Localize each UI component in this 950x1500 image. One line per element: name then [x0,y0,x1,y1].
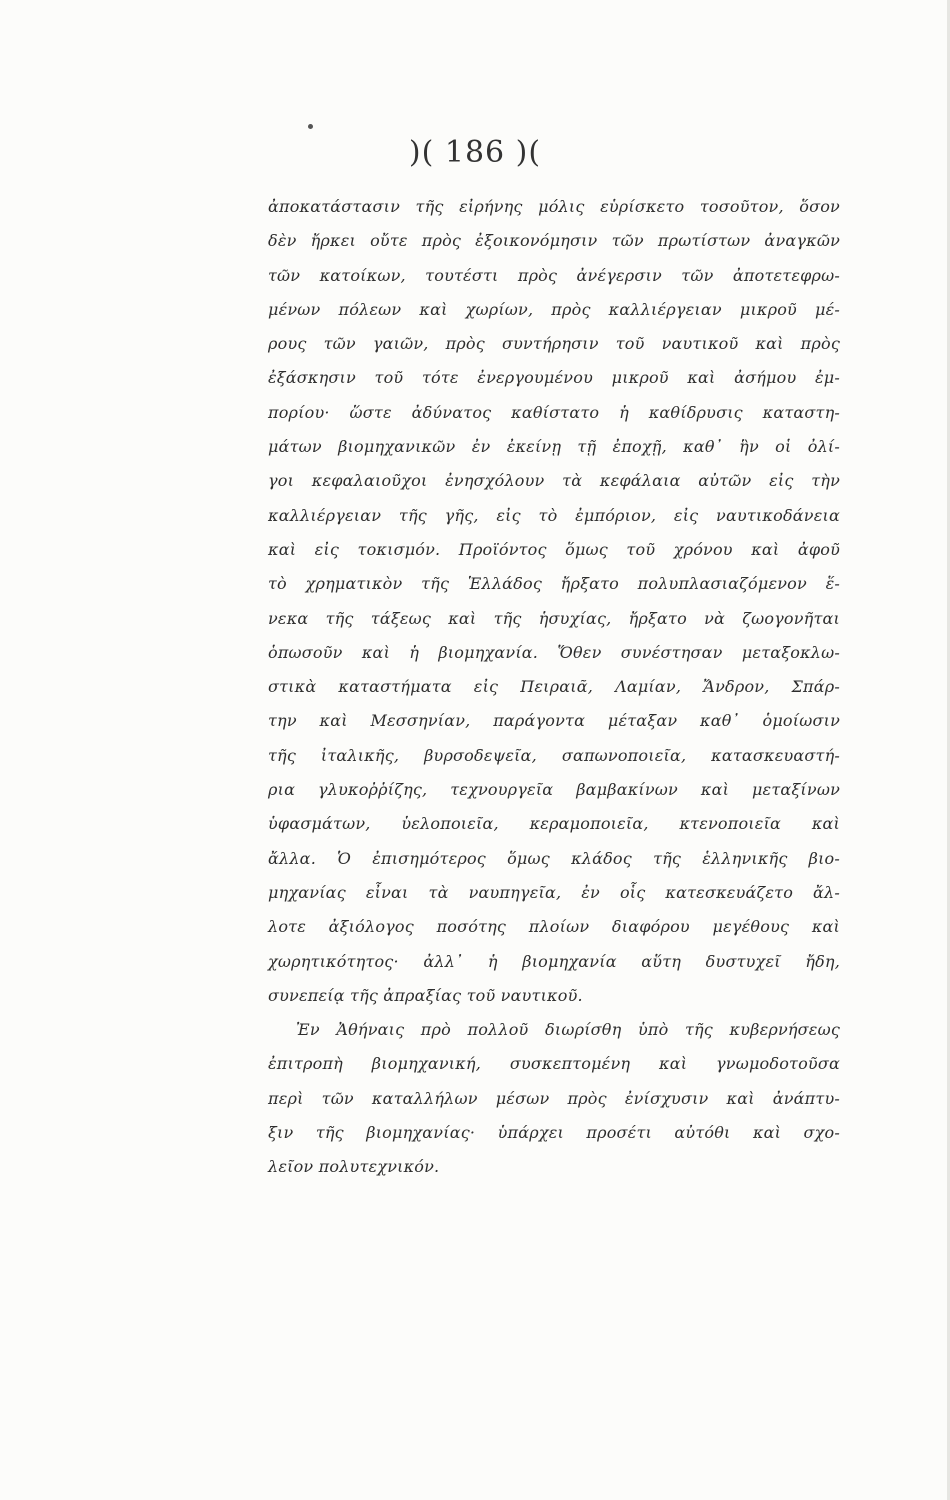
text-line: χωρητικότητος· ἀλλ᾽ ἡ βιομηχανία αὕτη δυστυχεῖ ἤδη, [268,951,840,971]
text-line: τῆς ἰταλικῆς, βυρσοδεψεῖα, σαπωνοποιεῖα, κατασκευαστή- [268,745,840,765]
page-number-header: )( 186 )( [408,135,542,170]
paragraph-end-line: συνεπείᾳ τῆς ἀπραξίας τοῦ ναυτικοῦ. [268,985,583,1005]
text-line: λοτε ἀξιόλογος ποσότης πλοίων διαφόρου μεγέθους καὶ [268,917,840,937]
paragraph-end-line: λεῖον πολυτεχνικόν. [268,1157,440,1177]
text-line: ὁπωσοῦν καὶ ἡ βιομηχανία. Ὅθεν συνέστησαν μεταξοκλω- [268,642,840,662]
text-line: τῶν κατοίκων, τουτέστι πρὸς ἀνέγερσιν τῶν ἀποτετεφρω- [268,265,840,285]
text-line: περὶ τῶν καταλλήλων μέσων πρὸς ἐνίσχυσιν καὶ ἀνάπτυ- [268,1088,840,1108]
text-line: ρια γλυκοῤῥίζης, τεχνουργεῖα βαμβακίνων καὶ μεταξίνων [268,780,840,800]
text-line: καλλιέργειαν τῆς γῆς, εἰς τὸ ἐμπόριον, εἰς ναυτικοδάνεια [268,505,840,525]
text-line: ρους τῶν γαιῶν, πρὸς συντήρησιν τοῦ ναυτικοῦ καὶ πρὸς [268,334,840,354]
text-line: καὶ εἰς τοκισμόν. Προϊόντος ὅμως τοῦ χρόνου καὶ ἀφοῦ [268,539,840,559]
text-line: μάτων βιομηχανικῶν ἐν ἐκείνῃ τῇ ἐποχῇ, καθ᾽ ἣν οἱ ὀλί- [268,437,840,457]
text-line: ἐπιτροπὴ βιομηχανική, συσκεπτομένη καὶ γνωμοδοτοῦσα [268,1054,840,1074]
text-line: πορίου· ὥστε ἀδύνατος καθίστατο ἡ καθίδρυσις καταστη- [268,402,840,422]
text-line: μηχανίας εἶναι τὰ ναυπηγεῖα, ἐν οἷς κατεσκευάζετο ἄλ- [268,882,840,902]
text-line: ἐξάσκησιν τοῦ τότε ἐνεργουμένου μικροῦ καὶ ἀσήμου ἐμ- [268,368,840,388]
text-line: τὸ χρηματικὸν τῆς Ἑλλάδος ἤρξατο πολυπλασιαζόμενον ἕ- [268,574,840,594]
text-line: ὑφασμάτων, ὑελοποιεῖα, κεραμοποιεῖα, κτενοποιεῖα καὶ [268,814,840,834]
text-line: ξιν τῆς βιομηχανίας· ὑπάρχει προσέτι αὐτόθι καὶ σχο- [268,1123,840,1143]
text-line: νεκα τῆς τάξεως καὶ τῆς ἡσυχίας, ἤρξατο νὰ ζωογονῆται [268,608,840,628]
text-line: δὲν ἤρκει οὔτε πρὸς ἐξοικονόμησιν τῶν πρωτίστων ἀναγκῶν [268,231,840,251]
body-text [268,190,840,1185]
text-line: την καὶ Μεσσηνίαν, παράγοντα μέταξαν καθ᾽ ὁμοίωσιν [268,711,840,731]
paragraph-start-line: Ἐν Ἀθήναις πρὸ πολλοῦ διωρίσθη ὑπὸ τῆς κυβερνήσεως [296,1020,840,1040]
text-line: γοι κεφαλαιοῦχοι ἐνησχόλουν τὰ κεφάλαια αὐτῶν εἰς τὴν [268,471,840,491]
text-line: μένων πόλεων καὶ χωρίων, πρὸς καλλιέργειαν μικροῦ μέ- [268,299,840,319]
ink-spot [308,124,313,129]
text-line: ἄλλα. Ὁ ἐπισημότερος ὅμως κλάδος τῆς ἑλληνικῆς βιο- [268,848,840,868]
text-line: στικὰ καταστήματα εἰς Πειραιᾶ, Λαμίαν, Ἄνδρον, Σπάρ- [268,677,840,697]
text-line: ἀποκατάστασιν τῆς εἰρήνης μόλις εὑρίσκετο τοσοῦτον, ὅσον [268,197,840,216]
